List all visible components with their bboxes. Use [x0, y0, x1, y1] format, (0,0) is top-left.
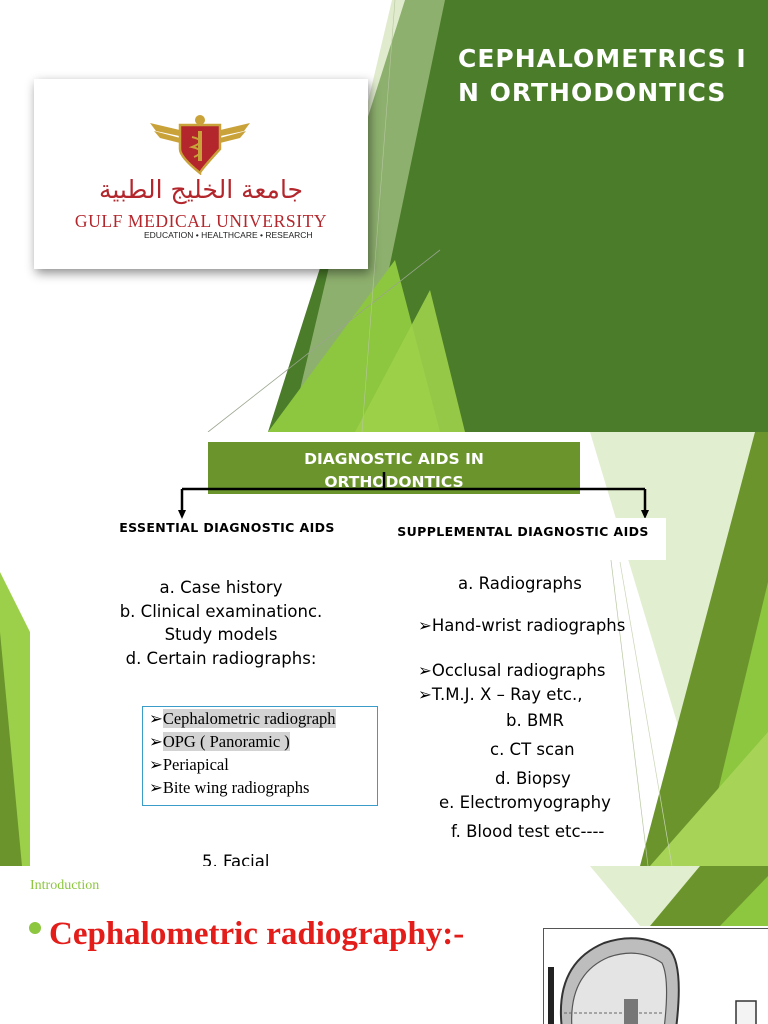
essential-item-facial: 5. Facial: [202, 852, 270, 866]
supplemental-item: d. Biopsy: [495, 769, 571, 788]
essential-item-clinical-exam: b. Clinical examinationc. Study models: [119, 601, 323, 644]
supplemental-sub-item-text: Hand-wrist radiographs: [431, 616, 626, 635]
logo-tagline: EDUCATION • HEALTHCARE • RESEARCH: [144, 230, 313, 240]
supplemental-item: e. Electromyography: [439, 793, 611, 812]
supplemental-item: c. CT scan: [490, 740, 575, 759]
arrow-bullet-icon: ➢: [418, 616, 432, 635]
title-slide: [0, 0, 768, 432]
university-logo: [34, 79, 368, 269]
skull-radiograph-icon: [543, 928, 768, 1024]
arrow-bullet-icon: ➢: [418, 685, 432, 704]
supplemental-item-radiographs: a. Radiographs: [458, 574, 582, 593]
supplemental-aids-label-box: [390, 518, 666, 560]
essential-aids-list: [116, 576, 326, 670]
supplemental-item: b. BMR: [506, 711, 564, 730]
arrow-bullet-icon: ➢: [418, 661, 432, 680]
logo-arabic-name: جامعة الخليج الطبية: [98, 175, 304, 204]
supplemental-aids-label: SUPPLEMENTAL DIAGNOSTIC AIDS: [397, 524, 649, 539]
radiograph-item: [149, 709, 336, 729]
supplemental-sub-item: [418, 614, 638, 637]
essential-item-case-history: a. Case history: [159, 578, 283, 597]
supplemental-item: f. Blood test etc----: [451, 822, 605, 841]
radiograph-types-box: [142, 706, 378, 806]
supplemental-sub-item-text: T.M.J. X – Ray etc.,: [431, 685, 583, 704]
radiograph-item: [149, 778, 309, 798]
supplemental-sub-item: [418, 661, 605, 680]
introduction-slide: [0, 866, 768, 1024]
section-label: Introduction: [30, 878, 100, 893]
supplemental-sub-item: [418, 685, 582, 704]
radiograph-item-text: Cephalometric radiograph: [162, 709, 336, 728]
supplemental-sub-item-text: Occlusal radiographs: [431, 661, 606, 680]
connector-arrows: [0, 432, 768, 532]
diagnostic-aids-slide: [0, 432, 768, 866]
bullet-dot-icon: [26, 916, 46, 936]
arrow-bullet-icon: ➢: [149, 732, 163, 751]
diagnostic-aids-header-text: DIAGNOSTIC AIDS IN ORTHODONTICS: [304, 450, 484, 491]
essential-item-radiographs: d. Certain radiographs:: [125, 648, 317, 668]
slide-heading: Cephalometric radiography:-: [49, 916, 465, 952]
radiograph-item: [149, 732, 290, 752]
radiograph-item-text: Periapical: [162, 755, 229, 774]
arrow-bullet-icon: ➢: [149, 709, 163, 728]
radiograph-item: [149, 755, 229, 775]
radiograph-item-text: Bite wing radiographs: [162, 778, 310, 797]
university-crest-icon: [148, 111, 252, 175]
logo-english-name: GULF MEDICAL UNIVERSITY: [74, 211, 328, 231]
presentation-title: CEPHALOMETRICS IN ORTHODONTICS: [458, 44, 747, 107]
arrow-bullet-icon: ➢: [149, 778, 163, 797]
essential-aids-label: ESSENTIAL DIAGNOSTIC AIDS: [119, 520, 335, 535]
arrow-bullet-icon: ➢: [149, 755, 163, 774]
radiograph-item-text: OPG ( Panoramic ): [162, 732, 290, 751]
